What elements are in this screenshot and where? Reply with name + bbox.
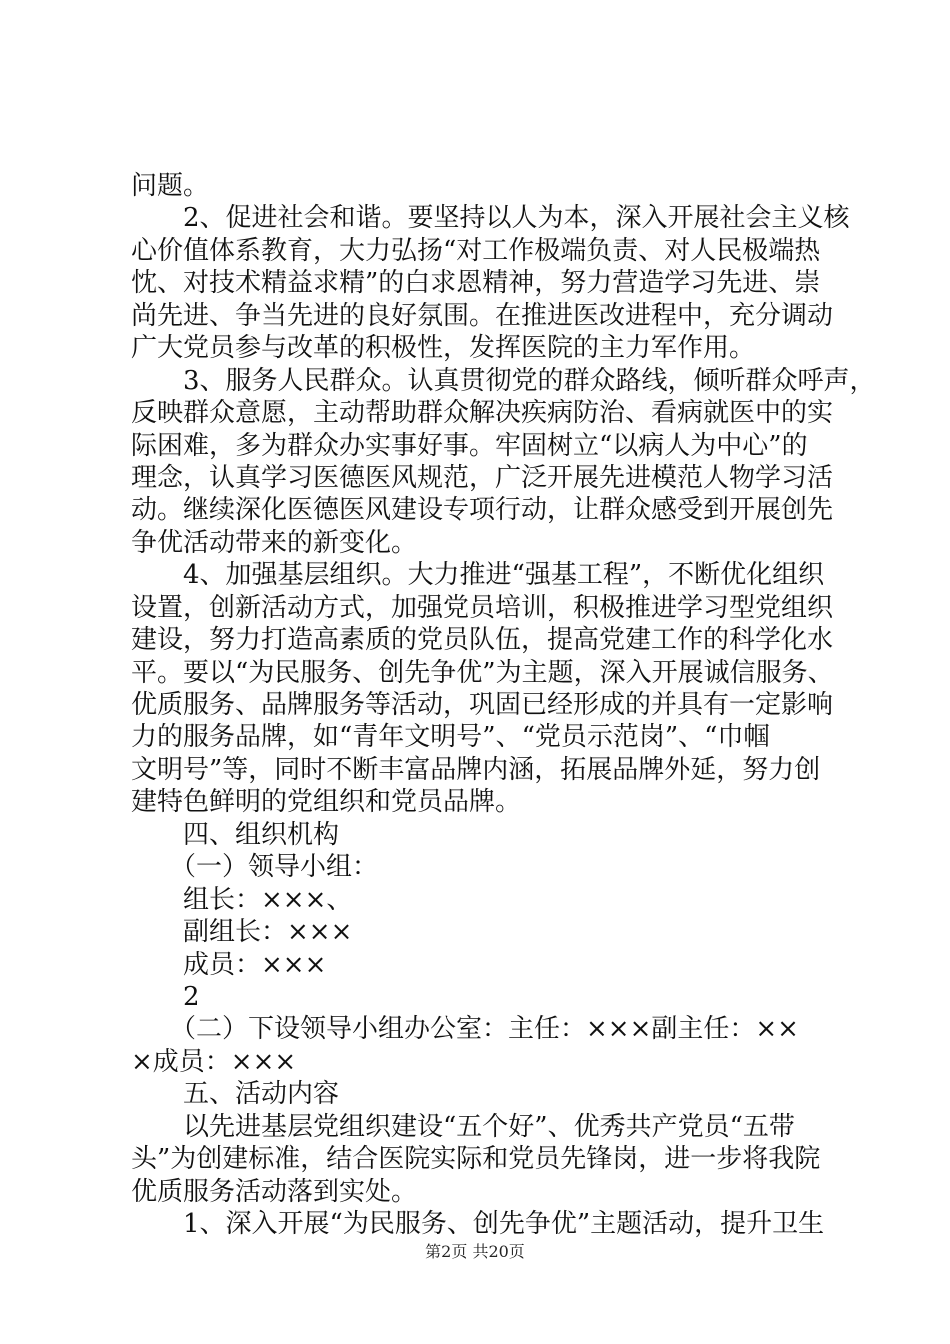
text-line: 设置，创新活动方式，加强党员培训，积极推进学习型党组织 xyxy=(131,593,834,623)
text-line: 广大党员参与改革的积极性，发挥医院的主力军作用。 xyxy=(131,333,756,363)
text-line: 争优活动带来的新变化。 xyxy=(131,528,418,558)
text-line: 建特色鲜明的党组织和党员品牌。 xyxy=(131,787,522,817)
text-line: 平。要以“为民服务、创先争优”为主题，深入开展诚信服务、 xyxy=(131,658,834,688)
text-line: （一）领导小组： xyxy=(131,852,379,882)
text-line: 忱、对技术精益求精”的白求恩精神，努力营造学习先进、崇 xyxy=(131,268,821,298)
text-line: 尚先进、争当先进的良好氛围。在推进医改进程中，充分调动 xyxy=(131,301,834,331)
text-line: 4、加强基层组织。大力推进“强基工程”，不断优化组织 xyxy=(131,560,825,590)
text-line: （二）下设领导小组办公室：主任：×××副主任：×× xyxy=(131,1014,799,1044)
text-line: 1、深入开展“为民服务、创先争优”主题活动，提升卫生 xyxy=(131,1209,825,1239)
text-line: 反映群众意愿，主动帮助群众解决疾病防治、看病就医中的实 xyxy=(131,398,834,428)
text-line: 以先进基层党组织建设“五个好”、优秀共产党员“五带 xyxy=(131,1112,795,1142)
section-heading: 四、组织机构 xyxy=(131,820,340,850)
text-line: 优质服务活动落到实处。 xyxy=(131,1177,418,1207)
text-line: 副组长：××× xyxy=(131,917,353,947)
text-line: 心价值体系教育，大力弘扬“对工作极端负责、对人民极端热 xyxy=(131,236,821,266)
text-line: 2 xyxy=(131,982,200,1012)
text-line: ×成员：××× xyxy=(131,1047,297,1077)
text-line: 理念，认真学习医德医风规范，广泛开展先进模范人物学习活 xyxy=(131,463,834,493)
text-line: 文明号”等，同时不断丰富品牌内涵，拓展品牌外延，努力创 xyxy=(131,755,821,785)
text-line: 2、促进社会和谐。要坚持以人为本，深入开展社会主义核 xyxy=(131,203,850,233)
section-heading: 五、活动内容 xyxy=(131,1079,340,1109)
text-line: 动。继续深化医德医风建设专项行动，让群众感受到开展创先 xyxy=(131,495,834,525)
text-line: 问题。 xyxy=(131,171,210,201)
text-line: 组长：×××、 xyxy=(131,885,353,915)
text-line: 成员：××× xyxy=(131,950,327,980)
page-footer: 第2页 共20页 xyxy=(425,1242,525,1261)
text-line: 3、服务人民群众。认真贯彻党的群众路线，倾听群众呼声， xyxy=(131,366,876,396)
text-line: 力的服务品牌，如“青年文明号”、“党员示范岗”、“巾帼 xyxy=(131,722,770,752)
text-line: 建设，努力打造高素质的党员队伍，提高党建工作的科学化水 xyxy=(131,625,834,655)
text-line: 头”为创建标准，结合医院实际和党员先锋岗，进一步将我院 xyxy=(131,1144,821,1174)
text-line: 际困难，多为群众办实事好事。牢固树立“以病人为中心”的 xyxy=(131,431,808,461)
text-line: 优质服务、品牌服务等活动，巩固已经形成的并具有一定影响 xyxy=(131,690,834,720)
